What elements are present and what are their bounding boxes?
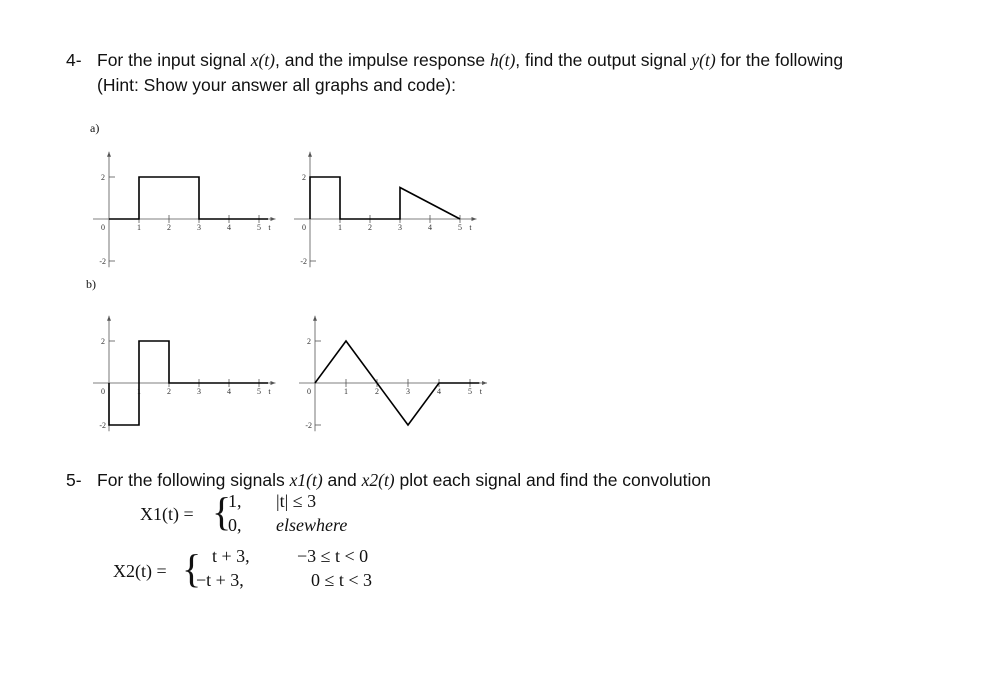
x1-brace: { bbox=[212, 489, 232, 534]
plot-a-x-xlabel-4: 4 bbox=[227, 223, 231, 232]
x1-lhs: X1(t) = bbox=[140, 504, 194, 524]
plot-a-x-ylabel-neg2: -2 bbox=[99, 257, 106, 266]
x2-brace: { bbox=[182, 546, 202, 591]
plot-b-h-ylabel-2: 2 bbox=[307, 337, 311, 346]
plot-b-x-xlabel-5: 5 bbox=[257, 387, 261, 396]
signal-y-symbol: y(t) bbox=[691, 50, 716, 70]
plot-a-h-signal bbox=[310, 177, 460, 219]
plot-b-h-xlabel-4: 4 bbox=[437, 387, 441, 396]
plot-a-h-xlabel-3: 3 bbox=[398, 223, 402, 232]
plot-b-h-y-arrow bbox=[313, 316, 317, 321]
part-a-label: a) bbox=[90, 121, 100, 135]
plot-a-x-xlabel-2: 2 bbox=[167, 223, 171, 232]
plot-a-h-ylabel-2: 2 bbox=[302, 173, 306, 182]
question-4-text: For the input signal x(t), and the impulse response h(t), find the output signal y(t) for the following bbox=[97, 50, 844, 70]
x1-case1: 1, bbox=[228, 491, 242, 511]
plot-a-x-xlabel-3: 3 bbox=[197, 223, 201, 232]
plot-a-h-t-label: t bbox=[469, 223, 472, 232]
plot-b-x-xlabel-2: 2 bbox=[167, 387, 171, 396]
x1-cond1: |t| ≤ 3 bbox=[276, 491, 317, 511]
x2-case1: t + 3, bbox=[212, 546, 250, 566]
x1-cond2: elsewhere bbox=[276, 515, 348, 535]
question-4-hint: (Hint: Show your answer all graphs and code): bbox=[97, 75, 456, 95]
plot-b-x-t-arrow bbox=[271, 381, 276, 385]
plot-b-x-ylabel-2: 2 bbox=[101, 337, 105, 346]
plot-a-x-ylabel-2: 2 bbox=[101, 173, 105, 182]
plot-a-h-xlabel-0: 0 bbox=[302, 223, 306, 232]
plot-a-x-t-label: t bbox=[268, 223, 271, 232]
plot-b-h-xlabel-0: 0 bbox=[307, 387, 311, 396]
plot-b-h-xlabel-3: 3 bbox=[406, 387, 410, 396]
signal-h-symbol: h(t) bbox=[490, 50, 516, 70]
plot-a-x-y-arrow bbox=[107, 152, 111, 157]
plot-b-h-xlabel-1: 1 bbox=[344, 387, 348, 396]
x2-lhs: X2(t) = bbox=[113, 561, 167, 581]
plot-b-x-xlabel-4: 4 bbox=[227, 387, 231, 396]
plot-a-x-xlabel-5: 5 bbox=[257, 223, 261, 232]
plot-a-h-xlabel-2: 2 bbox=[368, 223, 372, 232]
plot-a-x-xlabel-1: 1 bbox=[137, 223, 141, 232]
plot-a-h-t-arrow bbox=[472, 217, 477, 221]
plot-a-x-t-arrow bbox=[271, 217, 276, 221]
plot-a-h-xlabel-4: 4 bbox=[428, 223, 432, 232]
plot-b-h-xlabel-5: 5 bbox=[468, 387, 472, 396]
plot-a-h-y-arrow bbox=[308, 152, 312, 157]
signal-x2-symbol: x2(t) bbox=[361, 470, 395, 490]
plot-b-h-t-arrow bbox=[482, 381, 487, 385]
question-5-text: For the following signals x1(t) and x2(t) plot each signal and find the convolution bbox=[97, 470, 711, 490]
plot-b-x-xlabel-3: 3 bbox=[197, 387, 201, 396]
plot-a-h-xlabel-1: 1 bbox=[338, 223, 342, 232]
x2-case2: −t + 3, bbox=[196, 570, 244, 590]
x1-case2: 0, bbox=[228, 515, 242, 535]
x2-cond2: 0 ≤ t < 3 bbox=[311, 570, 373, 590]
plot-b-x-ylabel-neg2: -2 bbox=[99, 421, 106, 430]
signal-x-symbol: x(t) bbox=[250, 50, 275, 70]
plot-a-x-signal bbox=[109, 177, 268, 219]
plot-a-h-xlabel-5: 5 bbox=[458, 223, 462, 232]
question-4-number: 4- bbox=[66, 50, 82, 70]
x2-cond1: −3 ≤ t < 0 bbox=[297, 546, 369, 566]
plot-b-h-t-label: t bbox=[479, 387, 482, 396]
plot-b-x-xlabel-1: 1 bbox=[137, 387, 141, 396]
plot-b-x-y-arrow bbox=[107, 316, 111, 321]
signal-x1-symbol: x1(t) bbox=[289, 470, 323, 490]
plot-a-h-ylabel-neg2: -2 bbox=[300, 257, 307, 266]
plot-a-x-xlabel-0: 0 bbox=[101, 223, 105, 232]
plot-b-x-xlabel-0: 0 bbox=[101, 387, 105, 396]
plot-b-h-xlabel-2: 2 bbox=[375, 387, 379, 396]
plot-b-x-t-label: t bbox=[268, 387, 271, 396]
question-5-number: 5- bbox=[66, 470, 82, 490]
part-b-label: b) bbox=[86, 277, 96, 291]
plot-b-h-ylabel-neg2: -2 bbox=[305, 421, 312, 430]
